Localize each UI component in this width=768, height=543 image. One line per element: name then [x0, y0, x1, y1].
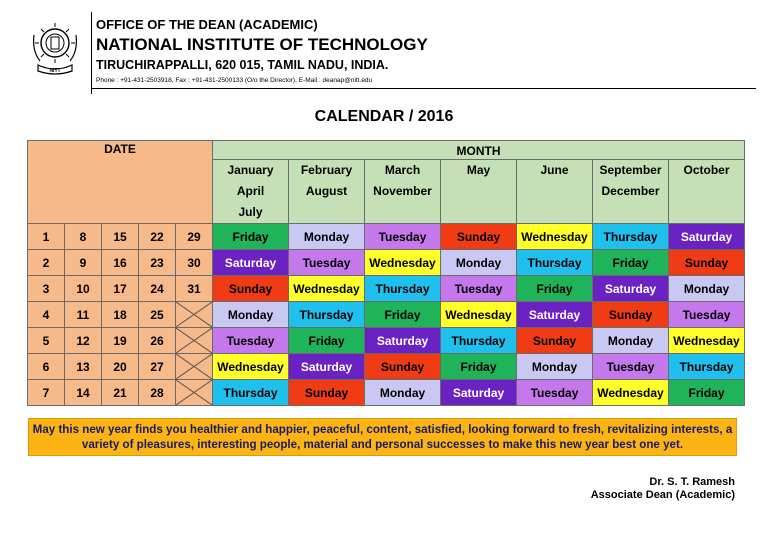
- weekday-cell: Friday: [517, 276, 593, 302]
- weekday-cell: Saturday: [289, 354, 365, 380]
- weekday-cell: Wednesday: [669, 328, 745, 354]
- month-name: June: [540, 163, 569, 177]
- date-cell: 20: [102, 354, 139, 380]
- institute-address: TIRUCHIRAPPALLI, 620 015, TAMIL NADU, INDIA.: [96, 58, 389, 72]
- weekday-cell: Tuesday: [593, 354, 669, 380]
- calendar-row: [28, 302, 745, 328]
- date-cell: 7: [28, 380, 65, 406]
- weekday-cell: Saturday: [213, 250, 289, 276]
- date-cell: 15: [102, 224, 139, 250]
- empty-date-cell: [176, 302, 213, 328]
- weekday-cell: Saturday: [365, 328, 441, 354]
- date-cell: 18: [102, 302, 139, 328]
- calendar-row: [28, 328, 745, 354]
- date-cell: 1: [28, 224, 65, 250]
- date-cell: 14: [65, 380, 102, 406]
- weekday-cell: Sunday: [593, 302, 669, 328]
- weekday-cell: Thursday: [213, 380, 289, 406]
- calendar-row: [28, 276, 745, 302]
- month-column-header: [365, 160, 441, 224]
- weekday-cell: Friday: [593, 250, 669, 276]
- month-column-header: [593, 160, 669, 224]
- month-header: MONTH: [213, 141, 745, 160]
- weekday-cell: Wednesday: [593, 380, 669, 406]
- weekday-cell: Friday: [441, 354, 517, 380]
- weekday-cell: Monday: [441, 250, 517, 276]
- month-name: October: [683, 163, 730, 177]
- weekday-cell: Wednesday: [365, 250, 441, 276]
- month-name: November: [373, 184, 432, 198]
- month-column-header: [289, 160, 365, 224]
- weekday-cell: Tuesday: [365, 224, 441, 250]
- weekday-cell: Friday: [289, 328, 365, 354]
- calendar-table: [27, 140, 745, 406]
- header-divider-vertical: [91, 12, 92, 94]
- logo-text: NITT: [49, 68, 61, 74]
- date-cell: 10: [65, 276, 102, 302]
- weekday-cell: Friday: [669, 380, 745, 406]
- weekday-cell: Sunday: [517, 328, 593, 354]
- weekday-cell: Tuesday: [669, 302, 745, 328]
- weekday-cell: Sunday: [441, 224, 517, 250]
- weekday-cell: Thursday: [289, 302, 365, 328]
- date-cell: 31: [176, 276, 213, 302]
- date-cell: 12: [65, 328, 102, 354]
- weekday-cell: Saturday: [517, 302, 593, 328]
- weekday-cell: Monday: [365, 380, 441, 406]
- date-cell: 3: [28, 276, 65, 302]
- weekday-cell: Thursday: [669, 354, 745, 380]
- weekday-cell: Wednesday: [517, 224, 593, 250]
- weekday-cell: Thursday: [365, 276, 441, 302]
- weekday-cell: Monday: [593, 328, 669, 354]
- weekday-cell: Tuesday: [441, 276, 517, 302]
- new-year-message: May this new year finds you healthier and happier, peaceful, content, satisfied, looking forward to fresh, revitalizing interests, a variety of pleasures, interesting people, material and personal successes to make this new year best one yet.: [28, 418, 737, 456]
- empty-date-cell: [176, 354, 213, 380]
- contact-line: Phone : +91-431-2503918, Fax : +91-431-2500133 (O/o the Director), E-Mail : deanap@nitt.edu: [96, 77, 373, 84]
- weekday-cell: Saturday: [593, 276, 669, 302]
- month-name: July: [238, 205, 263, 219]
- date-cell: 21: [102, 380, 139, 406]
- weekday-cell: Thursday: [517, 250, 593, 276]
- date-header: DATE: [28, 141, 213, 224]
- date-cell: 29: [176, 224, 213, 250]
- date-cell: 5: [28, 328, 65, 354]
- office-title: OFFICE OF THE DEAN (ACADEMIC): [96, 17, 318, 32]
- weekday-cell: Sunday: [213, 276, 289, 302]
- weekday-cell: Thursday: [593, 224, 669, 250]
- weekday-cell: Thursday: [441, 328, 517, 354]
- weekday-cell: Saturday: [441, 380, 517, 406]
- weekday-cell: Friday: [213, 224, 289, 250]
- calendar-row: [28, 250, 745, 276]
- date-cell: 22: [139, 224, 176, 250]
- date-cell: 6: [28, 354, 65, 380]
- date-cell: 13: [65, 354, 102, 380]
- month-name: February: [300, 163, 353, 177]
- date-cell: 23: [139, 250, 176, 276]
- date-cell: 27: [139, 354, 176, 380]
- weekday-cell: Sunday: [365, 354, 441, 380]
- weekday-cell: Wednesday: [289, 276, 365, 302]
- signatory-name: Dr. S. T. Ramesh: [649, 476, 735, 488]
- date-cell: 8: [65, 224, 102, 250]
- date-cell: 4: [28, 302, 65, 328]
- date-cell: 24: [139, 276, 176, 302]
- weekday-cell: Sunday: [669, 250, 745, 276]
- date-cell: 25: [139, 302, 176, 328]
- month-column-header: [517, 160, 593, 224]
- date-cell: 28: [139, 380, 176, 406]
- weekday-cell: Monday: [213, 302, 289, 328]
- institute-logo: [30, 21, 80, 77]
- date-cell: 2: [28, 250, 65, 276]
- empty-date-cell: [176, 380, 213, 406]
- date-cell: 26: [139, 328, 176, 354]
- month-column-header: [213, 160, 289, 224]
- weekday-cell: Wednesday: [213, 354, 289, 380]
- empty-date-cell: [176, 328, 213, 354]
- month-name: January: [227, 163, 274, 177]
- signature-block: [591, 476, 735, 502]
- month-name: August: [305, 184, 348, 198]
- weekday-cell: Sunday: [289, 380, 365, 406]
- weekday-cell: Monday: [289, 224, 365, 250]
- institute-name: NATIONAL INSTITUTE OF TECHNOLOGY: [96, 35, 428, 54]
- month-name: December: [601, 184, 660, 198]
- month-column-header: [441, 160, 517, 224]
- calendar-row: [28, 354, 745, 380]
- weekday-cell: Monday: [669, 276, 745, 302]
- weekday-cell: Friday: [365, 302, 441, 328]
- header-divider-horizontal: [91, 88, 756, 89]
- date-cell: 16: [102, 250, 139, 276]
- weekday-cell: Saturday: [669, 224, 745, 250]
- weekday-cell: Wednesday: [441, 302, 517, 328]
- date-cell: 9: [65, 250, 102, 276]
- calendar-title: CALENDAR / 2016: [314, 108, 454, 125]
- date-cell: 11: [65, 302, 102, 328]
- month-name: March: [384, 163, 421, 177]
- weekday-cell: Monday: [517, 354, 593, 380]
- calendar-row: [28, 224, 745, 250]
- month-name: September: [599, 163, 662, 177]
- month-name: April: [236, 184, 265, 198]
- signatory-title: Associate Dean (Academic): [590, 489, 735, 501]
- date-cell: 30: [176, 250, 213, 276]
- calendar-row: [28, 380, 745, 406]
- month-name: May: [466, 163, 491, 177]
- weekday-cell: Tuesday: [517, 380, 593, 406]
- weekday-cell: Tuesday: [289, 250, 365, 276]
- date-cell: 19: [102, 328, 139, 354]
- weekday-cell: Tuesday: [213, 328, 289, 354]
- month-column-header: [669, 160, 745, 224]
- date-cell: 17: [102, 276, 139, 302]
